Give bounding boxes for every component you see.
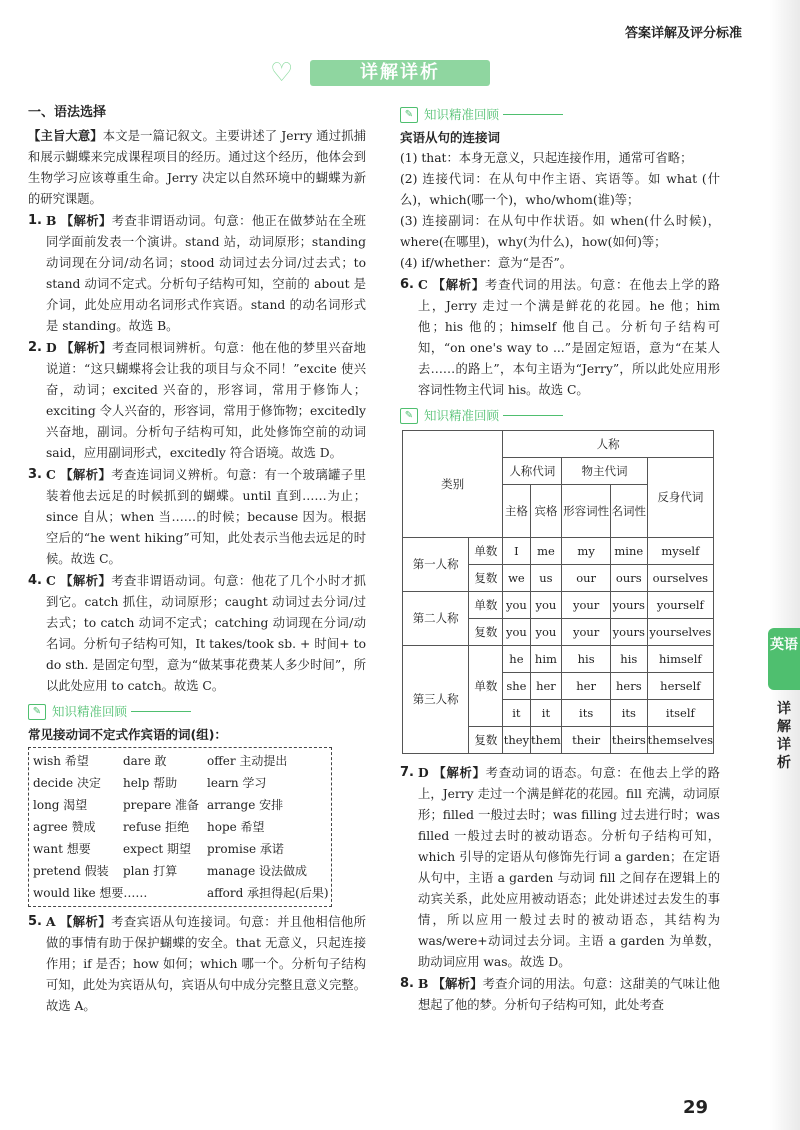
- table-cell: they: [503, 727, 530, 754]
- table-cell: it: [530, 700, 562, 727]
- verb-list-title: 常见接动词不定式作宾语的词(组)：: [28, 727, 227, 742]
- question-text: [418, 274, 720, 401]
- answer-letter: D: [46, 340, 57, 355]
- table-cell: theirs: [610, 727, 647, 754]
- verb-item: dare 敢: [123, 754, 167, 768]
- analysis-tag: 【解析】: [59, 467, 112, 482]
- table-cell: we: [503, 565, 530, 592]
- table-row: [403, 592, 714, 619]
- table-cell: 第一人称: [403, 538, 469, 592]
- analysis-tag: 【解析】: [59, 914, 112, 929]
- page-edge-shadow: [770, 0, 800, 1130]
- review-label: [28, 701, 366, 722]
- table-cell: 单数: [469, 592, 503, 619]
- table-row: [403, 538, 714, 565]
- summary-paragraph: [28, 125, 366, 210]
- verb-row: [33, 816, 327, 838]
- verb-item: manage 设法做成: [207, 864, 308, 878]
- analysis-tag: 【解析】: [60, 213, 112, 228]
- table-cell: yourselves: [647, 619, 713, 646]
- verb-item: decide 决定: [33, 776, 101, 790]
- question-text: [46, 570, 366, 697]
- table-cell: he: [503, 646, 530, 673]
- table-cell: yours: [610, 619, 647, 646]
- table-cell: your: [562, 619, 611, 646]
- verb-row: [33, 794, 327, 816]
- table-cell: 复数: [469, 565, 503, 592]
- table-cell: I: [503, 538, 530, 565]
- table-cell: you: [503, 592, 530, 619]
- note-icon: ✎: [28, 704, 46, 720]
- analysis-text: 考查连词词义辨析。句意：有一个玻璃罐子里装着他去远足的时候抓到的蝴蝶。until 直到……为止；since 自从；when 当……的时候；because 因为。根据空后的“he went hiking”可知，此处表示当他去远足的时候。故选 C。: [46, 468, 366, 566]
- table-cell: you: [530, 592, 562, 619]
- analysis-tag: 【解析】: [431, 277, 485, 292]
- header-note: 答案详解及评分标准: [624, 26, 742, 41]
- analysis-text: 考查介词的用法。句意：这甜美的气味让他想起了他的梦。分析句子结构可知，此处考查: [418, 977, 720, 1012]
- verb-item: pretend 假装: [33, 864, 109, 878]
- answer-letter: D: [418, 765, 429, 780]
- table-cell: 第三人称: [403, 646, 469, 754]
- note-icon: ✎: [400, 408, 418, 424]
- table-header: 人称代词: [503, 458, 562, 485]
- verb-item: wish 希望: [33, 754, 89, 768]
- question-number: 7.: [400, 765, 414, 780]
- question-text: [418, 973, 720, 1016]
- title-bar: [270, 58, 530, 88]
- table-cell: her: [530, 673, 562, 700]
- question-3: [28, 464, 366, 570]
- question-text: [46, 337, 366, 464]
- question-8: [400, 973, 720, 1016]
- question-1: [28, 210, 366, 337]
- question-text: [46, 911, 366, 1017]
- table-cell: its: [562, 700, 611, 727]
- question-text: [46, 210, 366, 337]
- verb-item: help 帮助: [123, 776, 178, 790]
- table-cell: 单数: [469, 646, 503, 727]
- verb-row: [33, 750, 327, 772]
- table-cell: me: [530, 538, 562, 565]
- review-item: (2) 连接代词：在从句中作主语、宾语等。如 what (什么)，which(哪一个)，who/whom(谁)等；: [400, 172, 720, 207]
- question-number: 8.: [400, 976, 414, 991]
- table-cell: itself: [647, 700, 713, 727]
- question-number: 6.: [400, 277, 414, 292]
- right-column: [400, 102, 720, 1016]
- table-cell: yourself: [647, 592, 713, 619]
- review-label: [400, 104, 720, 125]
- verb-item: would like 想要……: [33, 886, 148, 900]
- table-cell: 复数: [469, 727, 503, 754]
- table-header: 反身代词: [647, 458, 713, 538]
- table-cell: our: [562, 565, 611, 592]
- pronoun-table: [402, 430, 714, 754]
- verb-item: expect 期望: [123, 842, 192, 856]
- question-number: 3.: [28, 467, 42, 482]
- table-cell: hers: [610, 673, 647, 700]
- verb-item: want 想要: [33, 842, 91, 856]
- review-item: (1) that：本身无意义，只起连接作用，通常可省略；: [400, 151, 693, 165]
- table-cell: mine: [610, 538, 647, 565]
- question-number: 4.: [28, 573, 42, 588]
- table-cell: them: [530, 727, 562, 754]
- table-cell: yours: [610, 592, 647, 619]
- verb-item: promise 承诺: [207, 842, 284, 856]
- table-cell: us: [530, 565, 562, 592]
- side-label: 详解详析: [777, 701, 791, 771]
- table-header: 人称: [503, 431, 714, 458]
- verb-item: prepare 准备: [123, 798, 200, 812]
- verb-list-box: [28, 747, 332, 907]
- summary-tag: 【主旨大意】: [28, 128, 103, 143]
- left-column: [28, 102, 366, 1017]
- analysis-text: 考查非谓语动词。句意：他花了几个小时才抓到它。catch 抓住，动词原形；caught 动词过去分词/过去式；to catch 动词不定式；catching 动词现在分词/动名词。分析句子结构可知，It takes/took sb. + 时间+ to do sth. 是固定句型，意为“做某事花费某人多少时间”，所以此处应用 to catch。故选 C。: [46, 574, 366, 693]
- table-cell: you: [503, 619, 530, 646]
- table-cell: my: [562, 538, 611, 565]
- table-cell: their: [562, 727, 611, 754]
- question-4: [28, 570, 366, 697]
- table-row: [403, 646, 714, 673]
- table-header: 类别: [403, 431, 503, 538]
- table-header: 名词性: [610, 485, 647, 538]
- answer-letter: C: [46, 467, 56, 482]
- verb-item: agree 赞成: [33, 820, 96, 834]
- table-cell: himself: [647, 646, 713, 673]
- review-label-text: 知识精准回顾: [424, 107, 500, 122]
- analysis-text: 考查动词的语态。句意：在他去上学的路上，Jerry 走过一个满是鲜花的花园。fill 充满，动词原形；filled 一般过去时；was filling 过去进行时；was filled 一般过去时的被动语态。分析句子结构可知，which 引导的定语从句修饰先行词 a garden；在定语从句中，主语 a garden 与动词 fill 之间存在逻辑上的动宾关系，此处应用被动语态；此处讲述过去发生的事情，所以应用一般过去时的被动语态，其结构为 was/were+动词过去分词。主语 a garden 为单数，助动词应用 was。故选 D。: [418, 766, 720, 969]
- table-cell: his: [562, 646, 611, 673]
- page-title: 详解详析: [310, 60, 490, 86]
- analysis-text: 考查宾语从句连接词。句意：并且他相信他所做的事情有助于保护蝴蝶的安全。that 无意义，只起连接作用；if 是否；how 如何；which 哪一个。分析句子结构可知，此处为宾语从句，宾语从句中成分完整且意义完整。故选 A。: [46, 915, 366, 1013]
- verb-item: plan 打算: [123, 864, 178, 878]
- review-label-text: 知识精准回顾: [424, 408, 500, 423]
- verb-row: [33, 772, 327, 794]
- table-cell: him: [530, 646, 562, 673]
- table-cell: ourselves: [647, 565, 713, 592]
- verb-row: [33, 882, 327, 904]
- table-cell: 第二人称: [403, 592, 469, 646]
- review-underline: [503, 415, 563, 416]
- review-item: (4) if/whether：意为“是否”。: [400, 256, 573, 270]
- verb-item: learn 学习: [207, 776, 267, 790]
- question-7: [400, 762, 720, 973]
- summary-text: 本文是一篇记叙文。主要讲述了 Jerry 通过抓捕和展示蝴蝶来完成课程项目的经历。通过这个经历，他体会到生物学习应该尊重生命。Jerry 决定以自然环境中的蝴蝶为新的研究课题。: [28, 129, 366, 206]
- analysis-tag: 【解析】: [60, 340, 112, 355]
- question-2: [28, 337, 366, 464]
- analysis-text: 考查代词的用法。句意：在他去上学的路上，Jerry 走过一个满是鲜花的花园。he 他；him 他；his 他的；himself 他自己。分析句子结构可知，“on one's way to ...”是固定短语，意为“在某人去……的路上”，本句主语为“Jerry”，所以此处应用形容词性物主代词 his。故选 C。: [418, 278, 720, 397]
- page-number: 29: [682, 1097, 708, 1118]
- answer-letter: C: [418, 277, 428, 292]
- verb-row: [33, 838, 327, 860]
- analysis-text: 考查非谓语动词。句意：他正在做梦站在全班同学面前发表一个演讲。stand 站，动词原形；standing 动词现在分词/动名词；stood 动词过去分词/过去式；to stand 动词不定式。分析句子结构可知，空前的 about 是介词，此处应用动名词形式作宾语。stand 的动名词形式是 standing。故选 B。: [46, 214, 366, 333]
- subject-tab-label: 英语: [770, 637, 798, 653]
- review-label: [400, 405, 720, 426]
- analysis-text: 考查同根词辨析。句意：他在他的梦里兴奋地说道：“这只蝴蝶将会让我的项目与众不同！”excite 使兴奋，动词；excited 兴奋的，形容词，常用于修饰人；exciting 令人兴奋的，形容词，常用于修饰物；excitedly 兴奋地，副词。分析句子结构可知，此处修饰空前的动词 said，应用副词形式，excitedly 符合语境。故选 D。: [46, 341, 366, 460]
- subject-tab: [768, 628, 800, 690]
- verb-item: offer 主动提出: [207, 754, 288, 768]
- table-header: 主格: [503, 485, 530, 538]
- question-text: [46, 464, 366, 570]
- answer-letter: A: [46, 914, 56, 929]
- answer-letter: B: [418, 976, 429, 991]
- table-cell: she: [503, 673, 530, 700]
- table-cell: its: [610, 700, 647, 727]
- verb-item: afford 承担得起(后果): [207, 886, 329, 900]
- table-cell: myself: [647, 538, 713, 565]
- review-title: 宾语从句的连接词: [400, 130, 501, 145]
- analysis-tag: 【解析】: [432, 976, 483, 991]
- answer-letter: C: [46, 573, 56, 588]
- table-cell: your: [562, 592, 611, 619]
- table-cell: 单数: [469, 538, 503, 565]
- table-cell: herself: [647, 673, 713, 700]
- question-number: 2.: [28, 340, 42, 355]
- verb-item: hope 希望: [207, 820, 265, 834]
- review-underline: [503, 114, 563, 115]
- table-cell: 复数: [469, 619, 503, 646]
- review-underline: [131, 711, 191, 712]
- verb-item: arrange 安排: [207, 798, 284, 812]
- table-cell: you: [530, 619, 562, 646]
- question-number: 1.: [28, 213, 42, 228]
- table-cell: it: [503, 700, 530, 727]
- review-item: (3) 连接副词：在从句中作状语。如 when(什么时候)，where(在哪里)，why(为什么)，how(如何)等；: [400, 214, 720, 249]
- heart-icon: ♡: [270, 58, 294, 88]
- analysis-tag: 【解析】: [59, 573, 112, 588]
- section-heading: 一、语法选择: [28, 105, 107, 120]
- table-cell: his: [610, 646, 647, 673]
- question-number: 5.: [28, 914, 42, 929]
- verb-item: refuse 拒绝: [123, 820, 190, 834]
- question-text: [418, 762, 720, 973]
- review-label-text: 知识精准回顾: [52, 704, 128, 719]
- table-header: 形容词性: [562, 485, 611, 538]
- answer-letter: B: [46, 213, 57, 228]
- analysis-tag: 【解析】: [432, 765, 486, 780]
- verb-item: long 渴望: [33, 798, 88, 812]
- question-5: [28, 911, 366, 1017]
- question-6: [400, 274, 720, 401]
- table-cell: ours: [610, 565, 647, 592]
- verb-row: [33, 860, 327, 882]
- table-header: 物主代词: [562, 458, 647, 485]
- table-cell: her: [562, 673, 611, 700]
- note-icon: ✎: [400, 107, 418, 123]
- table-cell: themselves: [647, 727, 713, 754]
- table-header: 宾格: [530, 485, 562, 538]
